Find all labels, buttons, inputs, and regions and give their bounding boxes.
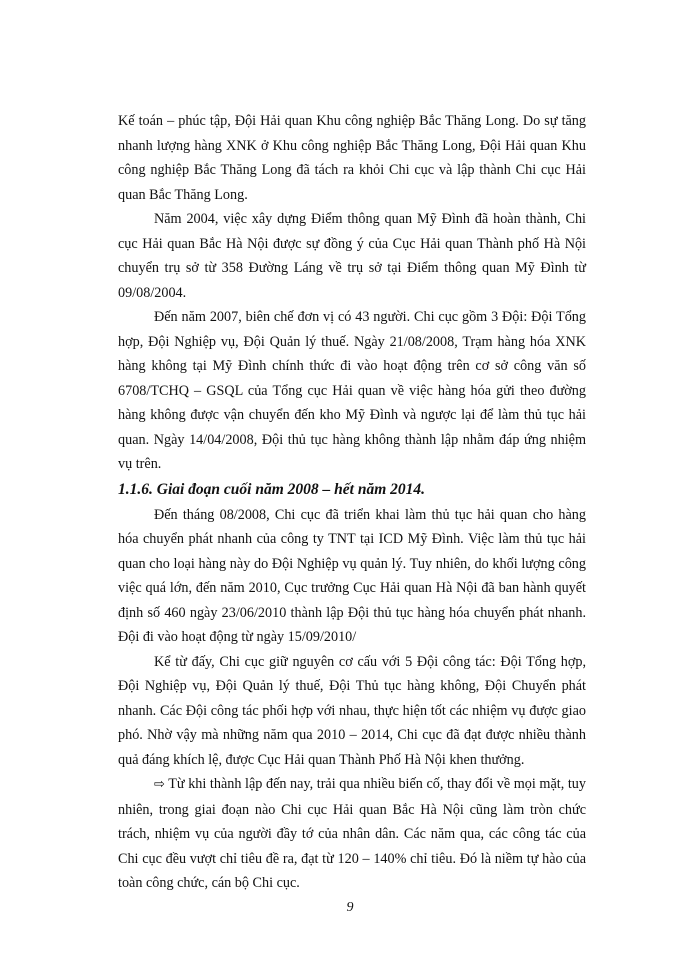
paragraph-2008: Đến tháng 08/2008, Chi cục đã triển khai làm thủ tục hải quan cho hàng hóa chuyển phát nhanh của công ty TNT tại ICD Mỹ Đình. Việc làm thủ tục hải quan cho loại hàng này do Đội Nghiệp vụ quản lý. Tuy nhiên, do khối lượng công việc quá lớn, đến năm 2010, Cục trưởng Cục Hải quan Hà Nội đã ban hành quyết định số 460 ngày 23/06/2010 thành lập Đội thủ tục hàng hóa chuyển phát nhanh. Đội đi vào hoạt động từ ngày 15/09/2010/ [118, 506, 586, 645]
arrow-icon: ⇨ [154, 777, 165, 792]
document-body [118, 109, 586, 896]
page-number: 9 [346, 900, 354, 915]
conclusion-text: Từ khi thành lập đến nay, trải qua nhiều biến cố, thay đổi về mọi mặt, tuy nhiên, trong giai đoạn nào Chi cục Hải quan Bắc Hà Nội cũng làm tròn chức trách, nhiệm vụ của người đầy tớ của nhân dân. Các năm qua, các công tác của Chi cục đều vượt chỉ tiêu đề ra, đạt từ 120 – 140% chỉ tiêu. Đó là niềm tự hào của toàn công chức, cán bộ Chi cục. [118, 776, 586, 891]
section-heading: 1.1.6. Giai đoạn cuối năm 2008 – hết năm 2014. [118, 480, 426, 498]
paragraph-continuation: Kế toán – phúc tập, Đội Hải quan Khu công nghiệp Bắc Thăng Long. Do sự tăng nhanh lượng hàng XNK ở Khu công nghiệp Bắc Thăng Long, Đội Hải quan Khu công nghiệp Bắc Thăng Long đã tách ra khỏi Chi cục và lập thành Chi cục Hải quan Bắc Thăng Long. [118, 113, 586, 203]
paragraph-structure: Kể từ đấy, Chi cục giữ nguyên cơ cấu với 5 Đội công tác: Đội Tổng hợp, Đội Nghiệp vụ, Đội Quản lý thuế, Đội Thủ tục hàng không, Đội Chuyển phát nhanh. Các Đội công tác phối hợp với nhau, thực hiện tốt các nhiệm vụ được giao phó. Nhờ vậy mà những năm qua 2010 – 2014, Chi cục đã đạt được nhiều thành quả đáng khích lệ, được Cục Hải quan Thành Phố Hà Nội khen thưởng. [118, 653, 586, 768]
paragraph-2004: Năm 2004, việc xây dựng Điểm thông quan Mỹ Đình đã hoàn thành, Chi cục Hải quan Bắc Hà Nội được sự đồng ý của Cục Hải quan Thành phố Hà Nội chuyển trụ sở từ 358 Đường Láng về trụ sở tại Điểm thông quan Mỹ Đình từ 09/08/2004. [118, 211, 586, 301]
paragraph-conclusion [118, 772, 586, 896]
paragraph-2007: Đến năm 2007, biên chế đơn vị có 43 người. Chi cục gồm 3 Đội: Đội Tổng hợp, Đội Nghiệp vụ, Đội Quản lý thuế. Ngày 21/08/2008, Trạm hàng hóa XNK hàng không tại Mỹ Đình chính thức đi vào hoạt động trên cơ sở công văn số 6708/TCHQ – GSQL của Tổng cục Hải quan về việc hàng hóa gửi theo đường hàng không được vận chuyển đến kho Mỹ Đình và ngược lại để làm thủ tục hải quan. Ngày 14/04/2008, Đội thủ tục hàng không thành lập nhằm đáp ứng nhiệm vụ trên. [118, 309, 586, 472]
